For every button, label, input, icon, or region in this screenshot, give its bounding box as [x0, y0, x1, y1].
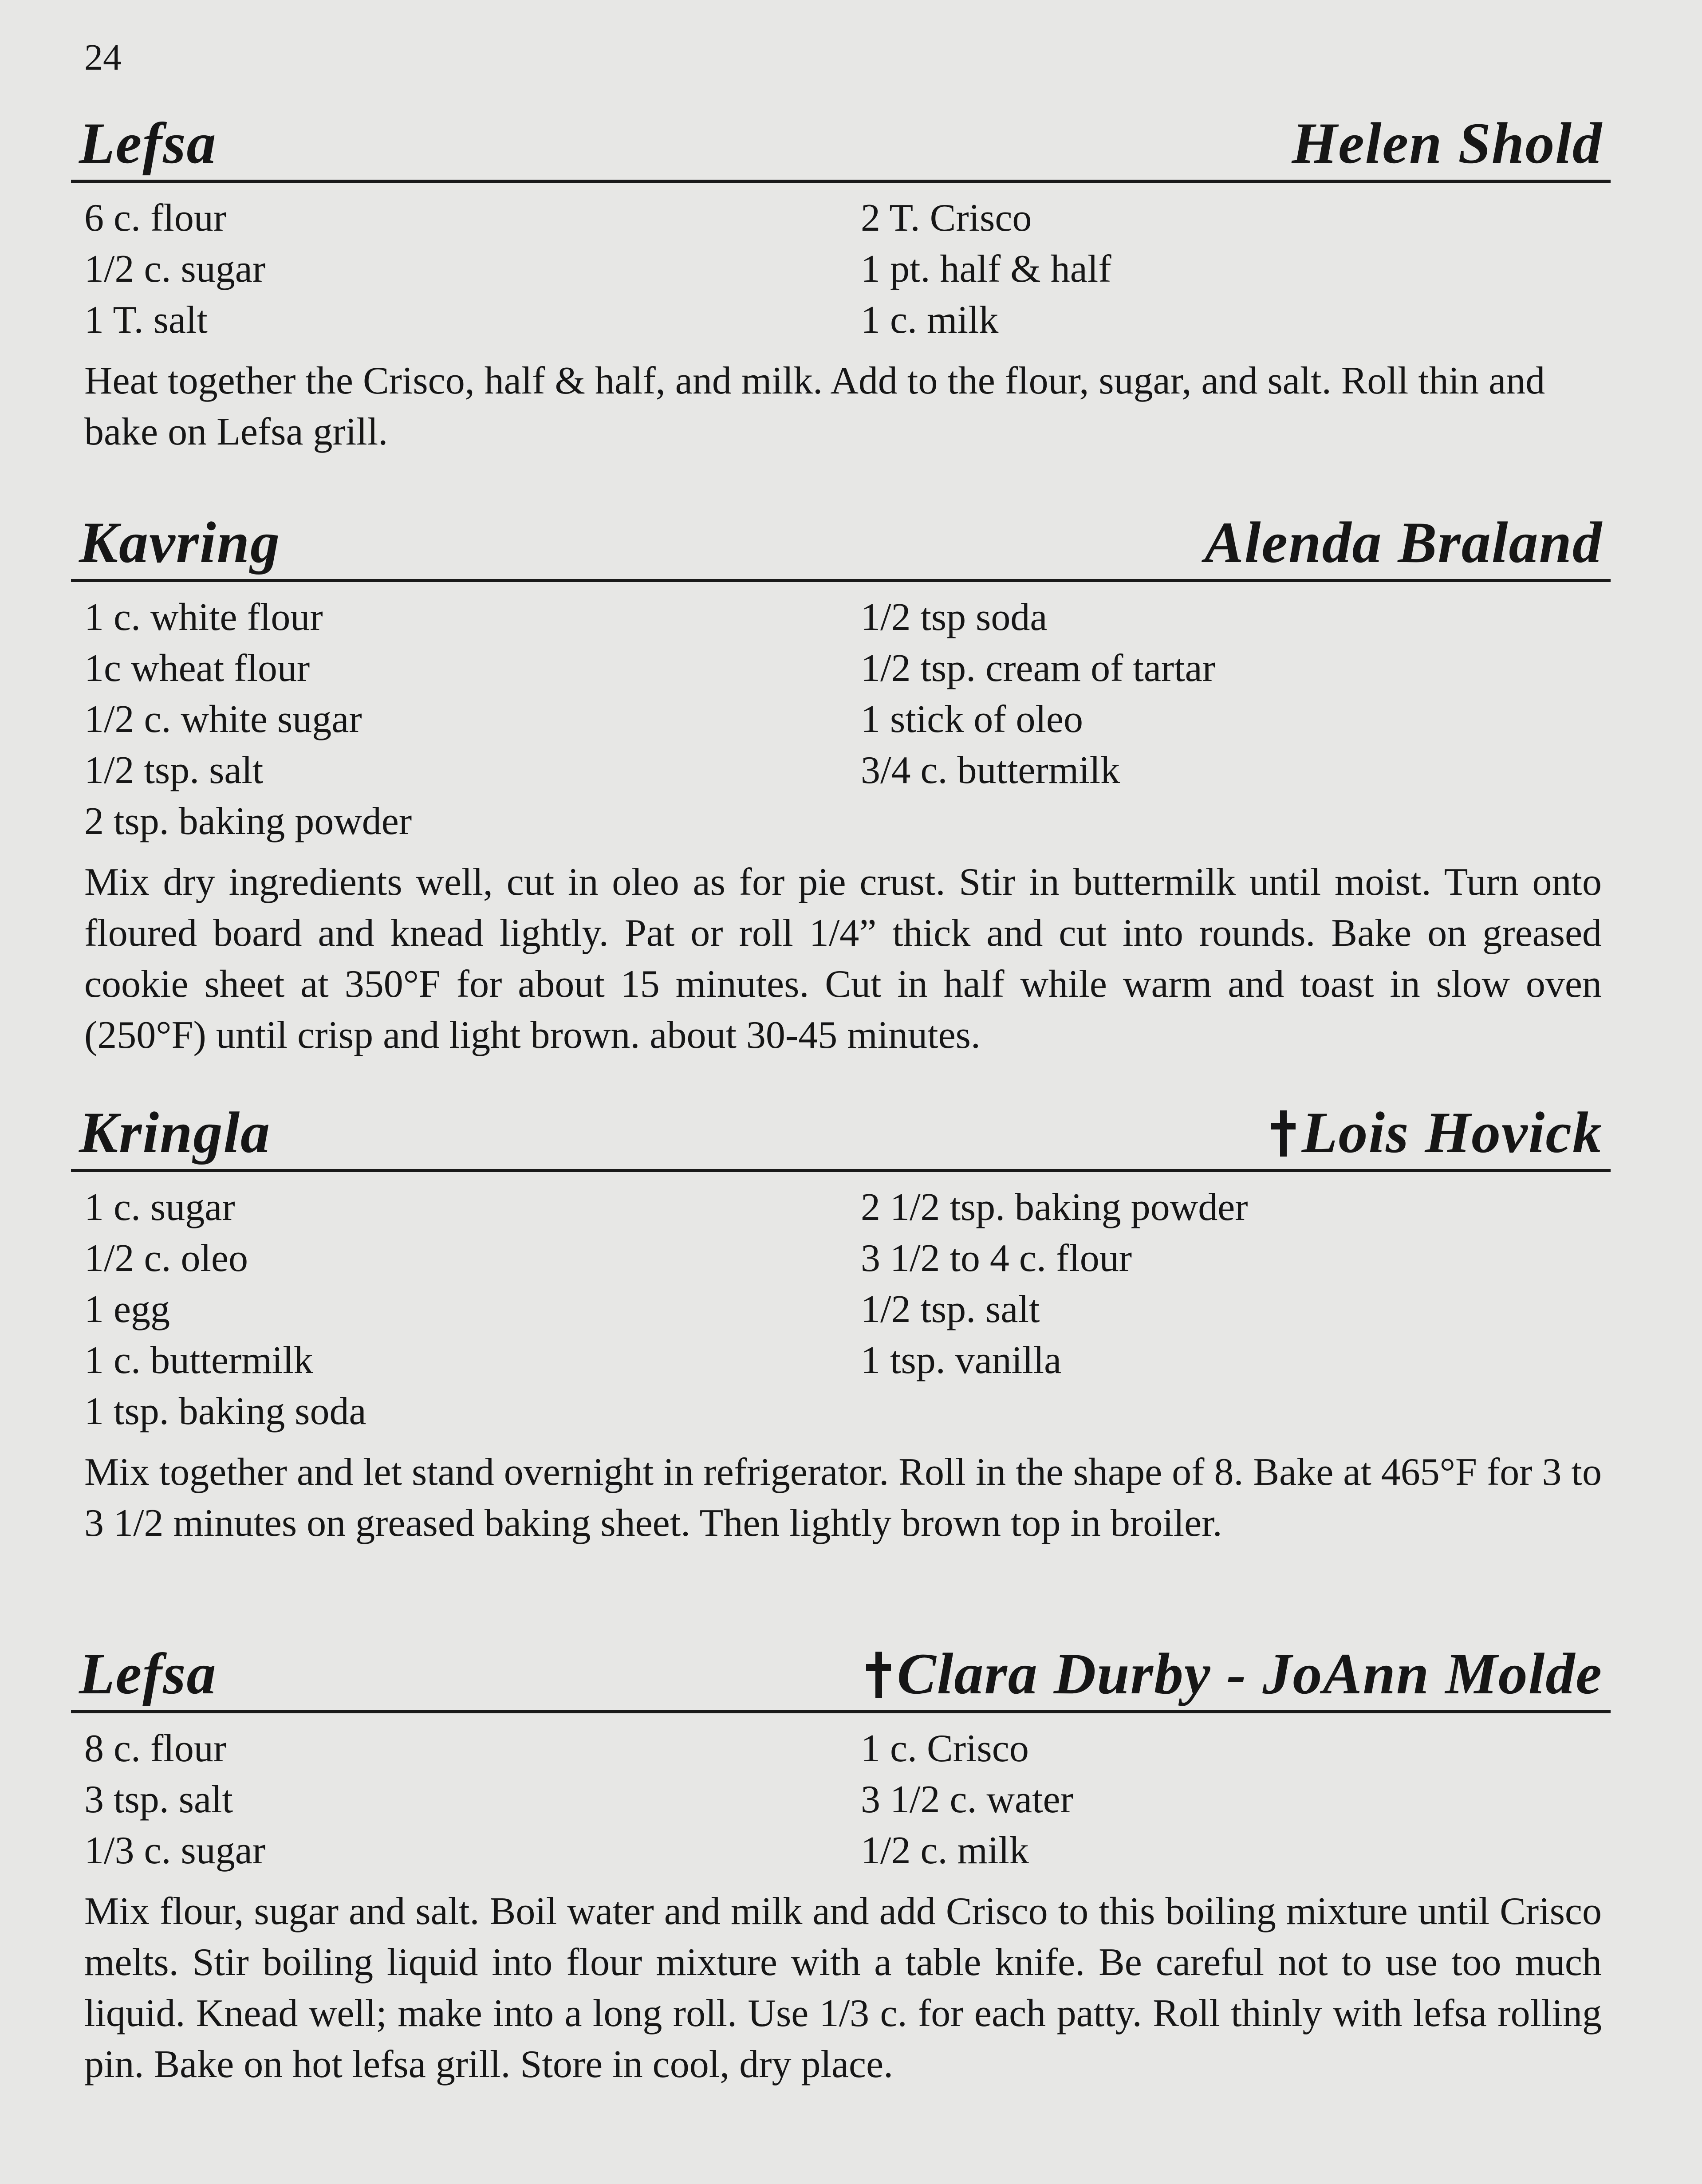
ingredient-item: 2 T. Crisco	[861, 197, 1032, 240]
ingredient-list	[71, 592, 1611, 847]
ingredient-item: 1/2 tsp. salt	[861, 1288, 1040, 1331]
ingredient-item: 1 egg	[84, 1288, 170, 1331]
ingredient-item: 2 1/2 tsp. baking powder	[861, 1186, 1248, 1229]
ingredient-item: 2 tsp. baking powder	[84, 800, 412, 843]
ingredient-column-right	[861, 193, 1111, 346]
recipe-author-block	[1271, 1100, 1603, 1165]
ingredient-item: 3/4 c. buttermilk	[861, 749, 1120, 792]
cross-icon	[866, 1652, 891, 1698]
recipe-author-block	[866, 1641, 1603, 1706]
recipe-header	[71, 1641, 1611, 1713]
recipe-author: Helen Shold	[1292, 110, 1603, 176]
ingredient-item: 1 c. milk	[861, 299, 999, 342]
ingredient-item: 1 pt. half & half	[861, 248, 1111, 291]
ingredient-item: 1/2 tsp soda	[861, 596, 1048, 639]
recipe-title: Lefsa	[79, 110, 217, 176]
ingredient-item: 1 stick of oleo	[861, 698, 1083, 741]
recipe-title: Kavring	[79, 510, 281, 575]
ingredient-list	[71, 1723, 1611, 1876]
ingredient-item: 1/2 c. milk	[861, 1829, 1029, 1873]
ingredient-item: 1/2 c. white sugar	[84, 698, 362, 741]
recipe-kringla-hovick	[71, 1100, 1611, 1549]
ingredient-item: 1 T. salt	[84, 299, 208, 342]
ingredient-item: 8 c. flour	[84, 1727, 227, 1771]
ingredient-item: 1/2 c. sugar	[84, 248, 266, 291]
recipe-kavring-braland	[71, 510, 1611, 1061]
recipe-title: Kringla	[79, 1100, 271, 1165]
recipe-instructions: Heat together the Crisco, half & half, and milk. Add to the flour, sugar, and salt. Roll thin and bake on Lefsa grill.	[84, 359, 1545, 454]
ingredient-item: 1 c. Crisco	[861, 1727, 1029, 1771]
ingredient-item: 1 c. buttermilk	[84, 1339, 313, 1382]
ingredient-item: 1 c. sugar	[84, 1186, 235, 1229]
ingredient-list	[71, 1182, 1611, 1437]
ingredient-item: 1/2 tsp. salt	[84, 749, 264, 792]
recipe-lefsa-durby-molde	[71, 1641, 1611, 2090]
recipe-instructions: Mix flour, sugar and salt. Boil water and milk and add Crisco to this boiling mixture until Crisco melts. Stir boiling liquid into flour mixture with a table knife. Be careful not to use too much liquid. Knead well; make into a long roll. Use 1/3 c. for each patty. Roll thinly with lefsa rolling pin. Bake on hot lefsa grill. Store in cool, dry place.	[84, 1890, 1602, 2086]
recipe-instructions: Mix dry ingredients well, cut in oleo as for pie crust. Stir in buttermilk until moist. Turn onto floured board and knead lightly. Pat or roll 1/4” thick and cut into rounds. Bake on greased cookie sheet at 350°F for about 15 minutes. Cut in half while warm and toast in slow oven (250°F) until crisp and light brown. about 30-45 minutes.	[84, 861, 1602, 1057]
ingredient-list	[71, 193, 1611, 346]
ingredient-column-right	[861, 1723, 1073, 1876]
ingredient-column-right	[861, 592, 1215, 847]
ingredient-item: 1/3 c. sugar	[84, 1829, 266, 1873]
ingredient-item: 3 tsp. salt	[84, 1778, 233, 1822]
ingredient-item: 1/2 c. oleo	[84, 1237, 248, 1280]
recipe-author-block	[1292, 111, 1603, 175]
ingredient-item: 1 tsp. vanilla	[861, 1339, 1062, 1382]
recipe-author: Clara Durby - JoAnn Molde	[897, 1641, 1603, 1706]
ingredient-column-left	[84, 592, 861, 847]
ingredient-item: 1 c. white flour	[84, 596, 323, 639]
ingredient-column-left	[84, 1723, 861, 1876]
recipe-header	[71, 510, 1611, 582]
recipe-author: Lois Hovick	[1301, 1100, 1603, 1165]
recipe-lefsa-shold	[71, 111, 1611, 457]
ingredient-item: 1/2 tsp. cream of tartar	[861, 647, 1216, 690]
page-number: 24	[84, 37, 122, 78]
ingredient-column-left	[84, 193, 861, 346]
recipe-header	[71, 1100, 1611, 1172]
recipe-title: Lefsa	[79, 1641, 217, 1706]
ingredient-item: 3 1/2 c. water	[861, 1778, 1073, 1822]
ingredient-item: 3 1/2 to 4 c. flour	[861, 1237, 1132, 1280]
ingredient-item: 6 c. flour	[84, 197, 227, 240]
ingredient-item: 1c wheat flour	[84, 647, 310, 690]
recipe-instructions: Mix together and let stand overnight in refrigerator. Roll in the shape of 8. Bake at 465°F for 3 to 3 1/2 minutes on greased baking sheet. Then lightly brown top in broiler.	[84, 1451, 1602, 1545]
recipe-header	[71, 111, 1611, 183]
ingredient-item: 1 tsp. baking soda	[84, 1390, 366, 1433]
ingredient-column-left	[84, 1182, 861, 1437]
recipe-author: Alenda Braland	[1204, 510, 1603, 575]
ingredient-column-right	[861, 1182, 1248, 1437]
cross-icon	[1271, 1110, 1296, 1157]
recipe-author-block	[1205, 510, 1603, 575]
